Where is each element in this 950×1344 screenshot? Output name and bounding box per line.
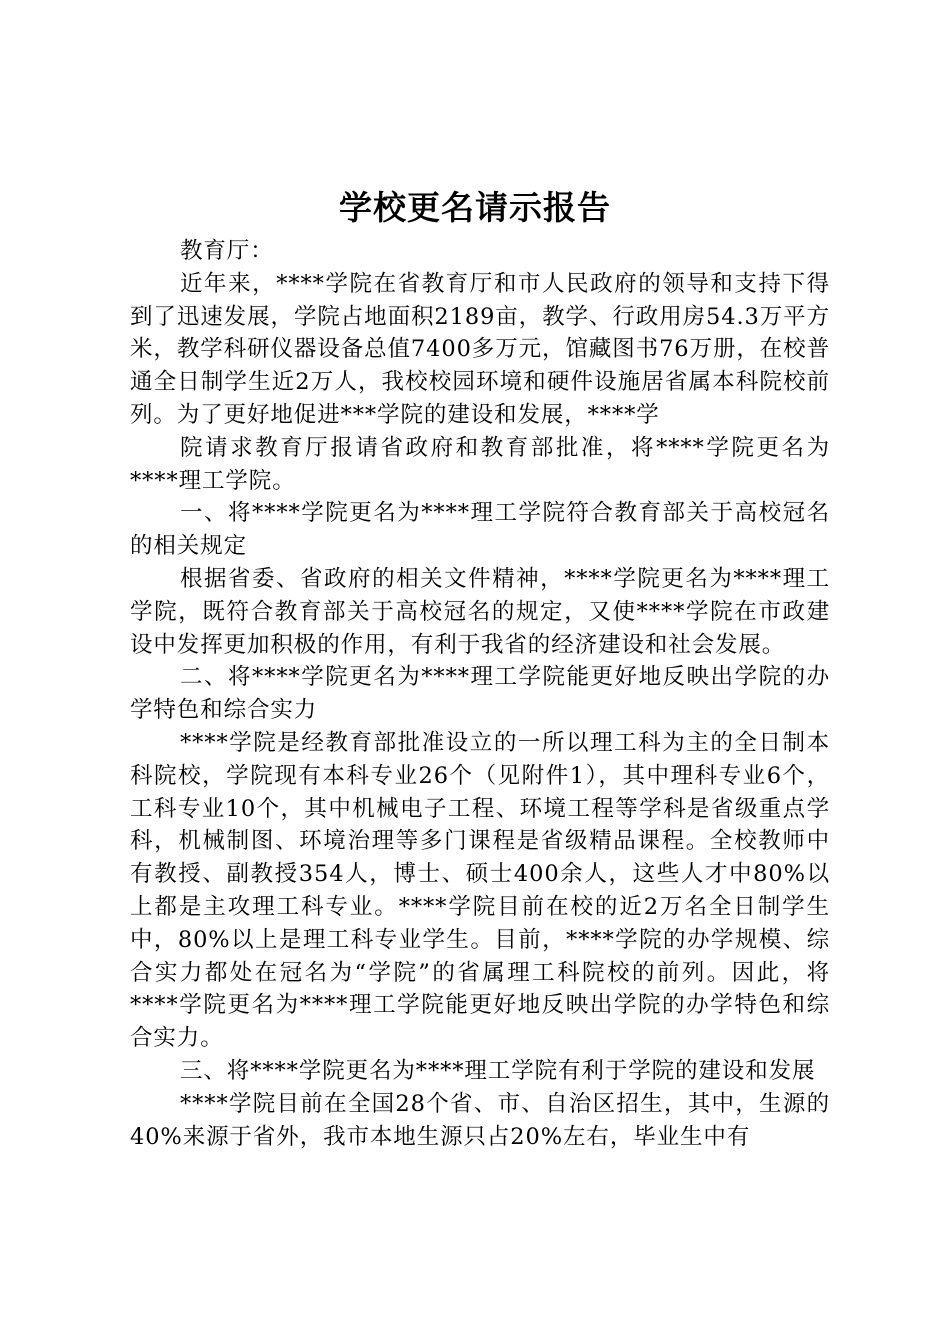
paragraph-section-3: ****学院目前在全国28个省、市、自治区招生，其中，生源的40%来源于省外，我市本地生源只占20%左右，毕业生中有: [130, 1090, 830, 1150]
document-body: [130, 235, 830, 1153]
paragraph-section-1: 根据省委、省政府的相关文件精神，****学院更名为****理工学院，既符合教育部关于高校冠名的规定，又使****学院在市政建设中发挥更加积极的作用，有利于我省的经济建设和社会发展。: [130, 565, 830, 658]
paragraph-request: 院请求教育厅报请省政府和教育部批准，将****学院更名为****理工学院。: [130, 434, 830, 494]
paragraph-intro: 近年来，****学院在省教育厅和市人民政府的领导和支持下得到了迅速发展，学院占地面积2189亩，教学、行政用房54.3万平方米，教学科研仪器设备总值7400多万元，馆藏图书76万册，在校普通全日制学生近2万人，我校校园环境和硬件设施居省属本科院校前列。为了更好地促进***学院的建设和发展，****学: [130, 270, 830, 428]
section-heading-2: 二、将****学院更名为****理工学院能更好地反映出学院的办学特色和综合实力: [130, 664, 830, 724]
section-heading-1: 一、将****学院更名为****理工学院符合教育部关于高校冠名的相关规定: [130, 500, 830, 560]
salutation: 教育厅：: [180, 238, 274, 264]
document-title: 学校更名请示报告: [339, 188, 611, 227]
paragraph-section-2: ****学院是经教育部批准设立的一所以理工科为主的全日制本科院校，学院现有本科专业26个（见附件1），其中理科专业6个，工科专业10个，其中机械电子工程、环境工程等学科是省级重点学科，机械制图、环境治理等多门课程是省级精品课程。全校教师中有教授、副教授354人，博士、硕士400余人，这些人才中80%以上都是主攻理工科专业。****学院目前在校的近2万名全日制学生中，80%以上是理工科专业学生。目前，****学院的办学规模、综合实力都处在冠名为“学院”的省属理工科院校的前列。因此，将****学院更名为****理工学院能更好地反映出学院的办学特色和综合实力。: [130, 729, 830, 1052]
section-heading-3: 三、将****学院更名为****理工学院有利于学院的建设和发展: [180, 1057, 816, 1084]
